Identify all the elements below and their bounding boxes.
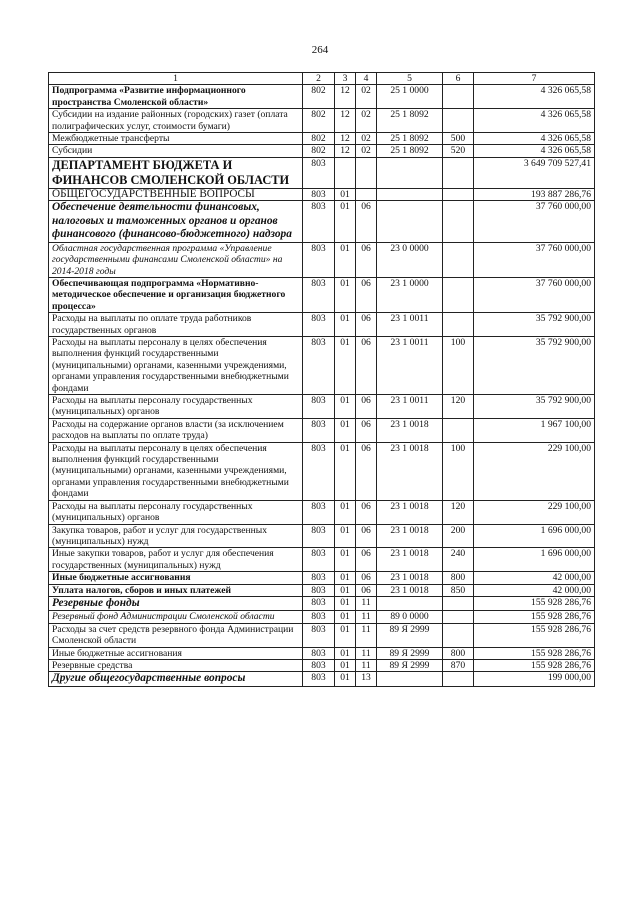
- row-section-cell: 12: [335, 145, 356, 157]
- row-section-cell: 01: [335, 201, 356, 243]
- table-row: [49, 395, 595, 419]
- row-type-cell: 500: [443, 133, 474, 145]
- row-name-cell: Уплата налогов, сборов и иных платежей: [49, 584, 303, 596]
- row-amount-cell: 155 928 286,76: [474, 596, 595, 611]
- row-section-cell: 01: [335, 584, 356, 596]
- table-row: [49, 611, 595, 623]
- row-subsection-cell: 06: [356, 395, 377, 419]
- row-section-cell: 01: [335, 596, 356, 611]
- row-name-cell: Иные бюджетные ассигнования: [49, 572, 303, 584]
- row-target-cell: 23 1 0018: [377, 524, 443, 548]
- row-target-cell: 23 1 0018: [377, 548, 443, 572]
- row-target-cell: 23 1 0011: [377, 395, 443, 419]
- row-amount-cell: 4 326 065,58: [474, 109, 595, 133]
- table-row: [49, 242, 595, 277]
- column-header: 7: [474, 73, 595, 85]
- row-type-cell: [443, 623, 474, 647]
- row-amount-cell: 155 928 286,76: [474, 611, 595, 623]
- table-row: [49, 157, 595, 188]
- row-subsection-cell: 06: [356, 584, 377, 596]
- row-code-cell: 803: [303, 188, 335, 200]
- row-code-cell: 802: [303, 133, 335, 145]
- row-section-cell: 01: [335, 524, 356, 548]
- row-code-cell: 803: [303, 500, 335, 524]
- row-target-cell: 89 Я 2999: [377, 647, 443, 659]
- table-row: [49, 584, 595, 596]
- table-row: [49, 85, 595, 109]
- row-target-cell: 23 1 0018: [377, 442, 443, 500]
- row-code-cell: 802: [303, 145, 335, 157]
- row-subsection-cell: 06: [356, 277, 377, 312]
- row-name-cell: Обеспечивающая подпрограмма «Нормативно-методическое обеспечение и организация бюджетного процесса»: [49, 277, 303, 312]
- table-row: [49, 524, 595, 548]
- column-header: 6: [443, 73, 474, 85]
- table-row: [49, 548, 595, 572]
- row-section-cell: 12: [335, 85, 356, 109]
- table-row: [49, 500, 595, 524]
- row-section-cell: 01: [335, 572, 356, 584]
- row-type-cell: [443, 672, 474, 687]
- table-row: [49, 109, 595, 133]
- row-type-cell: [443, 418, 474, 442]
- row-section-cell: 01: [335, 418, 356, 442]
- row-code-cell: 803: [303, 572, 335, 584]
- row-target-cell: [377, 188, 443, 200]
- row-code-cell: 803: [303, 548, 335, 572]
- row-name-cell: Обеспечение деятельности финансовых, налоговых и таможенных органов и органов финансового (финансово-бюджетного) надзора: [49, 201, 303, 243]
- row-target-cell: 89 Я 2999: [377, 623, 443, 647]
- row-target-cell: 25 1 8092: [377, 109, 443, 133]
- row-name-cell: Расходы на выплаты персоналу государственных (муниципальных) органов: [49, 395, 303, 419]
- row-subsection-cell: 06: [356, 313, 377, 337]
- column-header: 2: [303, 73, 335, 85]
- row-subsection-cell: 13: [356, 672, 377, 687]
- row-code-cell: 803: [303, 242, 335, 277]
- row-code-cell: 803: [303, 672, 335, 687]
- row-section-cell: 01: [335, 313, 356, 337]
- row-amount-cell: 155 928 286,76: [474, 623, 595, 647]
- page-number: 264: [311, 44, 329, 56]
- row-section-cell: [335, 157, 356, 188]
- table-row: [49, 337, 595, 395]
- row-code-cell: 803: [303, 584, 335, 596]
- row-target-cell: 23 1 0018: [377, 418, 443, 442]
- column-header: 5: [377, 73, 443, 85]
- row-amount-cell: 1 696 000,00: [474, 524, 595, 548]
- row-target-cell: 89 0 0000: [377, 611, 443, 623]
- row-section-cell: 01: [335, 337, 356, 395]
- row-code-cell: 803: [303, 442, 335, 500]
- row-name-cell: Межбюджетные трансферты: [49, 133, 303, 145]
- row-section-cell: 01: [335, 242, 356, 277]
- row-subsection-cell: 02: [356, 85, 377, 109]
- row-subsection-cell: 11: [356, 623, 377, 647]
- row-type-cell: [443, 242, 474, 277]
- row-name-cell: Субсидии: [49, 145, 303, 157]
- row-name-cell: Расходы на выплаты персоналу в целях обеспечения выполнения функций государственными (муниципальными) органами, казенными учреждениями, органами управления государственными внебюджетными фондами: [49, 442, 303, 500]
- table-row: [49, 596, 595, 611]
- row-target-cell: 89 Я 2999: [377, 660, 443, 672]
- row-type-cell: [443, 85, 474, 109]
- row-code-cell: 803: [303, 313, 335, 337]
- row-section-cell: 01: [335, 277, 356, 312]
- row-name-cell: Расходы за счет средств резервного фонда Администрации Смоленской области: [49, 623, 303, 647]
- row-target-cell: [377, 672, 443, 687]
- row-amount-cell: 229 100,00: [474, 500, 595, 524]
- row-code-cell: 802: [303, 109, 335, 133]
- row-amount-cell: 4 326 065,58: [474, 85, 595, 109]
- row-amount-cell: 1 967 100,00: [474, 418, 595, 442]
- row-code-cell: 803: [303, 201, 335, 243]
- row-target-cell: 23 0 0000: [377, 242, 443, 277]
- row-subsection-cell: 06: [356, 418, 377, 442]
- row-name-cell: Иные закупки товаров, работ и услуг для обеспечения государственных (муниципальных) нужд: [49, 548, 303, 572]
- table-row: [49, 623, 595, 647]
- row-code-cell: 803: [303, 647, 335, 659]
- row-code-cell: 803: [303, 395, 335, 419]
- row-type-cell: [443, 157, 474, 188]
- row-type-cell: [443, 188, 474, 200]
- row-amount-cell: 4 326 065,58: [474, 133, 595, 145]
- row-type-cell: 100: [443, 442, 474, 500]
- row-amount-cell: 35 792 900,00: [474, 313, 595, 337]
- row-subsection-cell: 06: [356, 572, 377, 584]
- row-code-cell: 803: [303, 157, 335, 188]
- row-amount-cell: 4 326 065,58: [474, 145, 595, 157]
- table-row: [49, 188, 595, 200]
- row-type-cell: 800: [443, 572, 474, 584]
- row-subsection-cell: 11: [356, 647, 377, 659]
- table-row: [49, 660, 595, 672]
- row-type-cell: [443, 611, 474, 623]
- row-section-cell: 01: [335, 548, 356, 572]
- row-subsection-cell: 02: [356, 133, 377, 145]
- row-target-cell: [377, 596, 443, 611]
- row-type-cell: [443, 313, 474, 337]
- row-section-cell: 01: [335, 611, 356, 623]
- table-row: [49, 418, 595, 442]
- row-amount-cell: 199 000,00: [474, 672, 595, 687]
- row-subsection-cell: 06: [356, 442, 377, 500]
- row-name-cell: Подпрограмма «Развитие информационного пространства Смоленской области»: [49, 85, 303, 109]
- row-code-cell: 803: [303, 337, 335, 395]
- row-name-cell: Расходы на выплаты по оплате труда работников государственных органов: [49, 313, 303, 337]
- row-name-cell: Областная государственная программа «Управление государственными финансами Смоленской области» на 2014-2018 годы: [49, 242, 303, 277]
- row-type-cell: 870: [443, 660, 474, 672]
- table-row: [49, 145, 595, 157]
- row-amount-cell: 1 696 000,00: [474, 548, 595, 572]
- row-amount-cell: 35 792 900,00: [474, 395, 595, 419]
- row-type-cell: 100: [443, 337, 474, 395]
- row-name-cell: Расходы на содержание органов власти (за исключением расходов на выплаты по оплате труда): [49, 418, 303, 442]
- row-subsection-cell: 11: [356, 660, 377, 672]
- row-name-cell: Резервный фонд Администрации Смоленской области: [49, 611, 303, 623]
- row-type-cell: [443, 596, 474, 611]
- table-row: [49, 647, 595, 659]
- row-amount-cell: 37 760 000,00: [474, 277, 595, 312]
- row-target-cell: 25 1 8092: [377, 145, 443, 157]
- row-name-cell: Закупка товаров, работ и услуг для государственных (муниципальных) нужд: [49, 524, 303, 548]
- row-subsection-cell: [356, 157, 377, 188]
- row-amount-cell: 37 760 000,00: [474, 242, 595, 277]
- row-section-cell: 01: [335, 672, 356, 687]
- row-amount-cell: 42 000,00: [474, 572, 595, 584]
- table-row: [49, 133, 595, 145]
- column-header: 1: [49, 73, 303, 85]
- row-code-cell: 803: [303, 623, 335, 647]
- table-row: [49, 442, 595, 500]
- row-subsection-cell: 06: [356, 201, 377, 243]
- row-target-cell: [377, 201, 443, 243]
- row-name-cell: Другие общегосударственные вопросы: [49, 672, 303, 687]
- row-section-cell: 12: [335, 133, 356, 145]
- row-subsection-cell: 06: [356, 548, 377, 572]
- row-section-cell: 01: [335, 500, 356, 524]
- row-code-cell: 803: [303, 660, 335, 672]
- row-section-cell: 01: [335, 647, 356, 659]
- row-target-cell: 23 1 0011: [377, 313, 443, 337]
- table-row: [49, 201, 595, 243]
- row-target-cell: 25 1 8092: [377, 133, 443, 145]
- row-subsection-cell: 06: [356, 524, 377, 548]
- row-name-cell: Иные бюджетные ассигнования: [49, 647, 303, 659]
- header-row: [49, 73, 595, 85]
- row-name-cell: Расходы на выплаты персоналу в целях обеспечения выполнения функций государственными (муниципальными) органами, казенными учреждениями, органами управления государственными внебюджетными фондами: [49, 337, 303, 395]
- row-section-cell: 01: [335, 442, 356, 500]
- row-name-cell: ДЕПАРТАМЕНТ БЮДЖЕТА И ФИНАНСОВ СМОЛЕНСКОЙ ОБЛАСТИ: [49, 157, 303, 188]
- row-type-cell: 240: [443, 548, 474, 572]
- row-code-cell: 802: [303, 85, 335, 109]
- row-type-cell: [443, 109, 474, 133]
- row-target-cell: 23 1 0018: [377, 584, 443, 596]
- row-amount-cell: 155 928 286,76: [474, 660, 595, 672]
- row-code-cell: 803: [303, 277, 335, 312]
- row-target-cell: 23 1 0000: [377, 277, 443, 312]
- table-row: [49, 572, 595, 584]
- row-amount-cell: 35 792 900,00: [474, 337, 595, 395]
- row-target-cell: 23 1 0018: [377, 500, 443, 524]
- row-code-cell: 803: [303, 611, 335, 623]
- row-code-cell: 803: [303, 524, 335, 548]
- row-amount-cell: 193 887 286,76: [474, 188, 595, 200]
- row-name-cell: Расходы на выплаты персоналу государственных (муниципальных) органов: [49, 500, 303, 524]
- row-type-cell: 800: [443, 647, 474, 659]
- row-type-cell: 200: [443, 524, 474, 548]
- row-amount-cell: 155 928 286,76: [474, 647, 595, 659]
- row-subsection-cell: 11: [356, 611, 377, 623]
- row-section-cell: 01: [335, 188, 356, 200]
- row-name-cell: Субсидии на издание районных (городских) газет (оплата полиграфических услуг, стоимости бумаги): [49, 109, 303, 133]
- row-code-cell: 803: [303, 596, 335, 611]
- row-section-cell: 01: [335, 660, 356, 672]
- row-subsection-cell: [356, 188, 377, 200]
- row-target-cell: 23 1 0011: [377, 337, 443, 395]
- row-type-cell: 120: [443, 395, 474, 419]
- row-type-cell: 850: [443, 584, 474, 596]
- row-amount-cell: 229 100,00: [474, 442, 595, 500]
- column-header: 4: [356, 73, 377, 85]
- row-type-cell: [443, 201, 474, 243]
- row-section-cell: 12: [335, 109, 356, 133]
- table-row: [49, 672, 595, 687]
- budget-table: [48, 72, 595, 687]
- row-subsection-cell: 06: [356, 242, 377, 277]
- row-subsection-cell: 11: [356, 596, 377, 611]
- row-subsection-cell: 02: [356, 145, 377, 157]
- table-row: [49, 313, 595, 337]
- row-section-cell: 01: [335, 623, 356, 647]
- row-subsection-cell: 06: [356, 500, 377, 524]
- row-name-cell: Резервные фонды: [49, 596, 303, 611]
- row-type-cell: [443, 277, 474, 312]
- row-code-cell: 803: [303, 418, 335, 442]
- row-target-cell: 23 1 0018: [377, 572, 443, 584]
- row-target-cell: 25 1 0000: [377, 85, 443, 109]
- row-name-cell: Резервные средства: [49, 660, 303, 672]
- row-target-cell: [377, 157, 443, 188]
- table-row: [49, 277, 595, 312]
- column-header: 3: [335, 73, 356, 85]
- row-subsection-cell: 06: [356, 337, 377, 395]
- row-type-cell: 520: [443, 145, 474, 157]
- row-type-cell: 120: [443, 500, 474, 524]
- row-name-cell: ОБЩЕГОСУДАРСТВЕННЫЕ ВОПРОСЫ: [49, 188, 303, 200]
- row-section-cell: 01: [335, 395, 356, 419]
- row-amount-cell: 3 649 709 527,41: [474, 157, 595, 188]
- row-subsection-cell: 02: [356, 109, 377, 133]
- row-amount-cell: 42 000,00: [474, 584, 595, 596]
- row-amount-cell: 37 760 000,00: [474, 201, 595, 243]
